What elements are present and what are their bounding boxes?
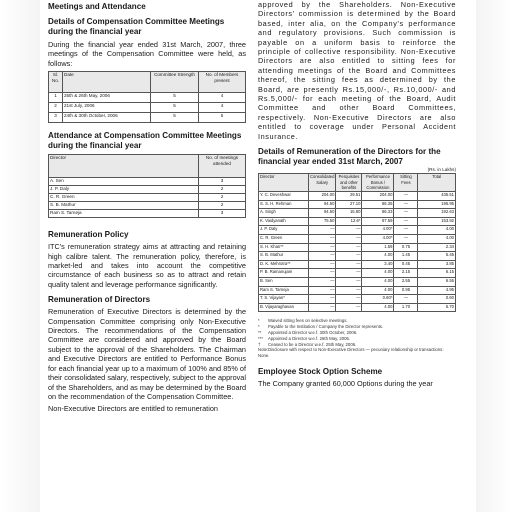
cell: — [309, 303, 336, 312]
cell: 4.00 [362, 252, 394, 261]
cell: 4.00 [362, 278, 394, 287]
cell: 2 [199, 194, 246, 202]
col-header: Director [259, 174, 309, 192]
cell: 25th & 26th May, 2006 [63, 93, 151, 103]
table-row [259, 295, 456, 304]
cell: 153.92 [418, 217, 456, 226]
cell: — [309, 235, 336, 244]
footnote-marker: † [258, 341, 261, 347]
footnote-marker: * [258, 318, 260, 324]
cell: 5 [151, 93, 199, 103]
cell: 75.50 [309, 217, 336, 226]
cell: 5 [199, 113, 246, 123]
cell: P. B. Ramanujam [259, 269, 309, 278]
cell: 192.63 [418, 209, 456, 218]
esos-heading: Employee Stock Option Scheme [258, 366, 383, 376]
remuneration-table-body [259, 192, 456, 312]
footnote-marker: ** [258, 330, 262, 335]
cell: 5 [151, 113, 199, 123]
cell: — [309, 252, 336, 261]
cell: S. H. Khan** [259, 243, 309, 252]
cell: 86.33 [362, 209, 394, 218]
remuneration-table-header [259, 174, 456, 192]
cell: 0.75 [394, 243, 418, 252]
cell: S. B. Mathur [49, 202, 199, 210]
table-row [259, 217, 456, 226]
cell: 27.10 [336, 200, 362, 209]
footnote-text: Waived sitting fees on selective meetings. [268, 318, 348, 324]
table-row [49, 93, 246, 103]
table-row [259, 200, 456, 209]
cell: — [309, 269, 336, 278]
continued-line: Non-Executive Directors are entitled to remuneration [48, 404, 218, 414]
cell: 435.51 [418, 192, 456, 201]
meetings-table [48, 71, 246, 123]
esos-text: The Company granted 60,000 Options during the year [258, 378, 433, 388]
table-row [259, 192, 456, 201]
cell: K. Vaidyanath [259, 217, 309, 226]
footnote-marker: * [258, 324, 260, 330]
table-unit: (Rs. in Lakhs) [427, 167, 456, 173]
table-row [259, 278, 456, 287]
page-edge-right [476, 0, 512, 512]
cell: 1.70 [394, 303, 418, 312]
cell: — [336, 252, 362, 261]
cell: T. S. Vijayan* [259, 295, 309, 304]
cell: J. P. Daly [49, 186, 199, 194]
cell: — [336, 269, 362, 278]
cell: 94.50 [309, 200, 336, 209]
footnote-text: Payable to the Institution / Company the Director represents. [268, 324, 384, 330]
remuneration-table-heading-line2: financial year ended 31st March, 2007 [258, 157, 403, 167]
cell: 0.60 [418, 295, 456, 304]
table-row [49, 186, 246, 194]
cell: — [309, 243, 336, 252]
footnote-marker: Note: [258, 347, 269, 353]
remuneration-directors-heading: Remuneration of Directors [48, 295, 151, 305]
cell: 2.55 [394, 278, 418, 287]
cell: — [336, 260, 362, 269]
cell: 86.35 [362, 200, 394, 209]
cell: 3.40 [362, 260, 394, 269]
cell: 6.55 [418, 278, 456, 287]
cell: 67.59 [362, 217, 394, 226]
cell: 1 [49, 93, 63, 103]
cell: — [309, 226, 336, 235]
cell: 4.00* [362, 226, 394, 235]
cell: 4.00 [362, 286, 394, 295]
remuneration-directors-text: Remuneration of Executive Directors is determined by the Compensation Committee comprising only Non-Executive Directors. The recommendations of the Compensation Committee are considered and approved by the Board subject to the approval of the Shareholders. The Chairman and Executive Directors are entitled to Performance Bonus for each financial year up to a maximum of 100% and 85% of their consolidated salary, respectively, subject to the approval of the Shareholders, and as may be determined by the Board on the recommendation of the Compensation Committee. [48, 307, 246, 401]
cell: — [394, 217, 418, 226]
attendance-table [48, 154, 246, 218]
cell: 3.85 [418, 260, 456, 269]
meetings-table-header [49, 72, 246, 93]
non-executive-text: approved by the Shareholders. Non-Executive Directors' commission is determined by the Board based, inter alia, on the Company's performance and regulatory provisions. Such commission is payable on a uniform basis to reinforce the principle of collective responsibility. Non-Executive Directors are also entitled to sitting fees for attending meetings of the Board and Committees thereof, the sitting fees as determined by the Board, are presently Rs.15,000/-, Rs.10,000/- and Rs.5,000/- for each meeting of the Board, Audit Committee and other Board Committees, respectively. Non-Executive Directors are also entitled to coverage under Personal Accident Insurance. [258, 0, 456, 141]
footnote [258, 347, 456, 359]
cell: — [394, 295, 418, 304]
cell: — [394, 209, 418, 218]
col-header: Consolidated Salary [309, 174, 336, 192]
cell: 204.00 [309, 192, 336, 201]
cell: 1.59 [362, 243, 394, 252]
cell: 4.00 [418, 226, 456, 235]
table-row [49, 113, 246, 123]
cell: 3 [199, 210, 246, 218]
cell: 2 [199, 186, 246, 194]
col-header: Performance Bonus / Commission [362, 174, 394, 192]
footnote-text: Disclosure with respect to Non-Executive Directors — pecuniary relationship or transactions: None. [258, 347, 444, 359]
table-row [259, 209, 456, 218]
cell: 1.45 [394, 252, 418, 261]
cell: 5.45 [418, 252, 456, 261]
remuneration-policy-heading: Remuneration Policy [48, 230, 129, 240]
attendance-heading-line2: during the financial year [48, 141, 142, 151]
cell: 0.45 [394, 260, 418, 269]
cell: 2.34 [418, 243, 456, 252]
col-header: Total [418, 174, 456, 192]
col-header: Date [63, 72, 151, 93]
table-row [259, 286, 456, 295]
cell: — [336, 303, 362, 312]
cell: — [309, 278, 336, 287]
cell: 4 [199, 103, 246, 113]
meetings-heading: Meetings and Attendance [48, 2, 146, 11]
cell: 2 [199, 202, 246, 210]
cell: 195.95 [418, 200, 456, 209]
cell: 24th & 30th October, 2006 [63, 113, 151, 123]
cell: — [336, 286, 362, 295]
cell: B. Vijayaraghavan [259, 303, 309, 312]
cell: J. P. Daly [259, 226, 309, 235]
page-edge-left [0, 0, 40, 512]
cell: 204.00 [362, 192, 394, 201]
cell: 12.6* [336, 217, 362, 226]
cell: 3 [199, 178, 246, 186]
col-header: No. of Members present [199, 72, 246, 93]
cell: — [394, 192, 418, 201]
comp-committee-heading-line1: Details of Compensation Committee Meetings [48, 17, 225, 26]
footnote-marker: *** [258, 335, 264, 341]
cell: Ram S. Tarneja [49, 210, 199, 218]
cell: 4.00 [362, 269, 394, 278]
cell: B. Sen [259, 278, 309, 287]
cell: — [394, 200, 418, 209]
remuneration-table [258, 173, 456, 312]
cell: 29.51 [336, 192, 362, 201]
right-column [258, 0, 456, 388]
cell: 4.00 [418, 235, 456, 244]
table-row [259, 260, 456, 269]
cell: 21st July, 2006 [63, 103, 151, 113]
footnote-text: Appointed a Director w.e.f. 30th October, 2006. [268, 330, 358, 335]
footnote-text: Ceased to be a Director w.e.f. 25th May, 2006. [268, 341, 357, 347]
footnote-text: Appointed a Director w.e.f. 26th May, 2006. [268, 335, 351, 341]
table-row [49, 103, 246, 113]
comp-committee-heading-line2: during the financial year [48, 27, 142, 36]
col-header: Director [49, 155, 199, 178]
table-row [259, 252, 456, 261]
attendance-heading-line1: Attendance at Compensation Committee Meetings [48, 131, 242, 141]
table-row [259, 269, 456, 278]
remuneration-table-heading-line1: Details of Remuneration of the Directors for the [258, 147, 441, 157]
meetings-intro: During the financial year ended 31st March, 2007, three meetings of the Compensation Committee were held, as follows: [48, 40, 246, 68]
cell: — [309, 295, 336, 304]
cell: 4.00 [362, 303, 394, 312]
cell: — [336, 278, 362, 287]
cell: — [394, 226, 418, 235]
cell: 3 [49, 113, 63, 123]
cell: 4 [199, 93, 246, 103]
cell: A. Singh [259, 209, 309, 218]
col-header: Perquisites and other benefits [336, 174, 362, 192]
cell: C. R. Green [49, 194, 199, 202]
cell: — [336, 243, 362, 252]
cell: Y. C. Deveshwar [259, 192, 309, 201]
remuneration-policy-text: ITC's remuneration strategy aims at attracting and retaining high calibre talent. The remuneration policy, therefore, is market-led and takes into account the competitive circumstance of each business so as to attract and retain quality talent and leverage performance significantly. [48, 242, 246, 289]
cell: 4.00* [362, 235, 394, 244]
cell: 4.95 [418, 286, 456, 295]
table-row [49, 202, 246, 210]
table-row [259, 303, 456, 312]
cell: — [309, 260, 336, 269]
footnotes [258, 318, 456, 359]
cell: S. B. Mathur [259, 252, 309, 261]
cell: 94.50 [309, 209, 336, 218]
col-header: Sl. No. [49, 72, 63, 93]
table-row [49, 178, 246, 186]
table-row [259, 235, 456, 244]
cell: D. K. Mehrotra** [259, 260, 309, 269]
cell: — [394, 235, 418, 244]
cell: — [336, 295, 362, 304]
table-row [49, 210, 246, 218]
cell: Ram S. Tarneja [259, 286, 309, 295]
left-column [48, 0, 246, 414]
cell: S. S. H. Rehman [259, 200, 309, 209]
cell: A. Sen [49, 178, 199, 186]
table-row [259, 226, 456, 235]
cell: — [309, 286, 336, 295]
cell: 15.80 [336, 209, 362, 218]
attendance-table-header [49, 155, 246, 178]
cell: 6.15 [418, 269, 456, 278]
cell: 5.70 [418, 303, 456, 312]
cell: 0.95 [394, 286, 418, 295]
table-row [49, 194, 246, 202]
col-header: Sitting Fees [394, 174, 418, 192]
cell: C. R. Green [259, 235, 309, 244]
cell: — [336, 235, 362, 244]
col-header: No. of meetings attended [199, 155, 246, 178]
col-header: Committee Strength [151, 72, 199, 93]
cell: 0.60* [362, 295, 394, 304]
cell: 2 [49, 103, 63, 113]
cell: — [336, 226, 362, 235]
table-row [259, 243, 456, 252]
cell: 2.15 [394, 269, 418, 278]
cell: 5 [151, 103, 199, 113]
